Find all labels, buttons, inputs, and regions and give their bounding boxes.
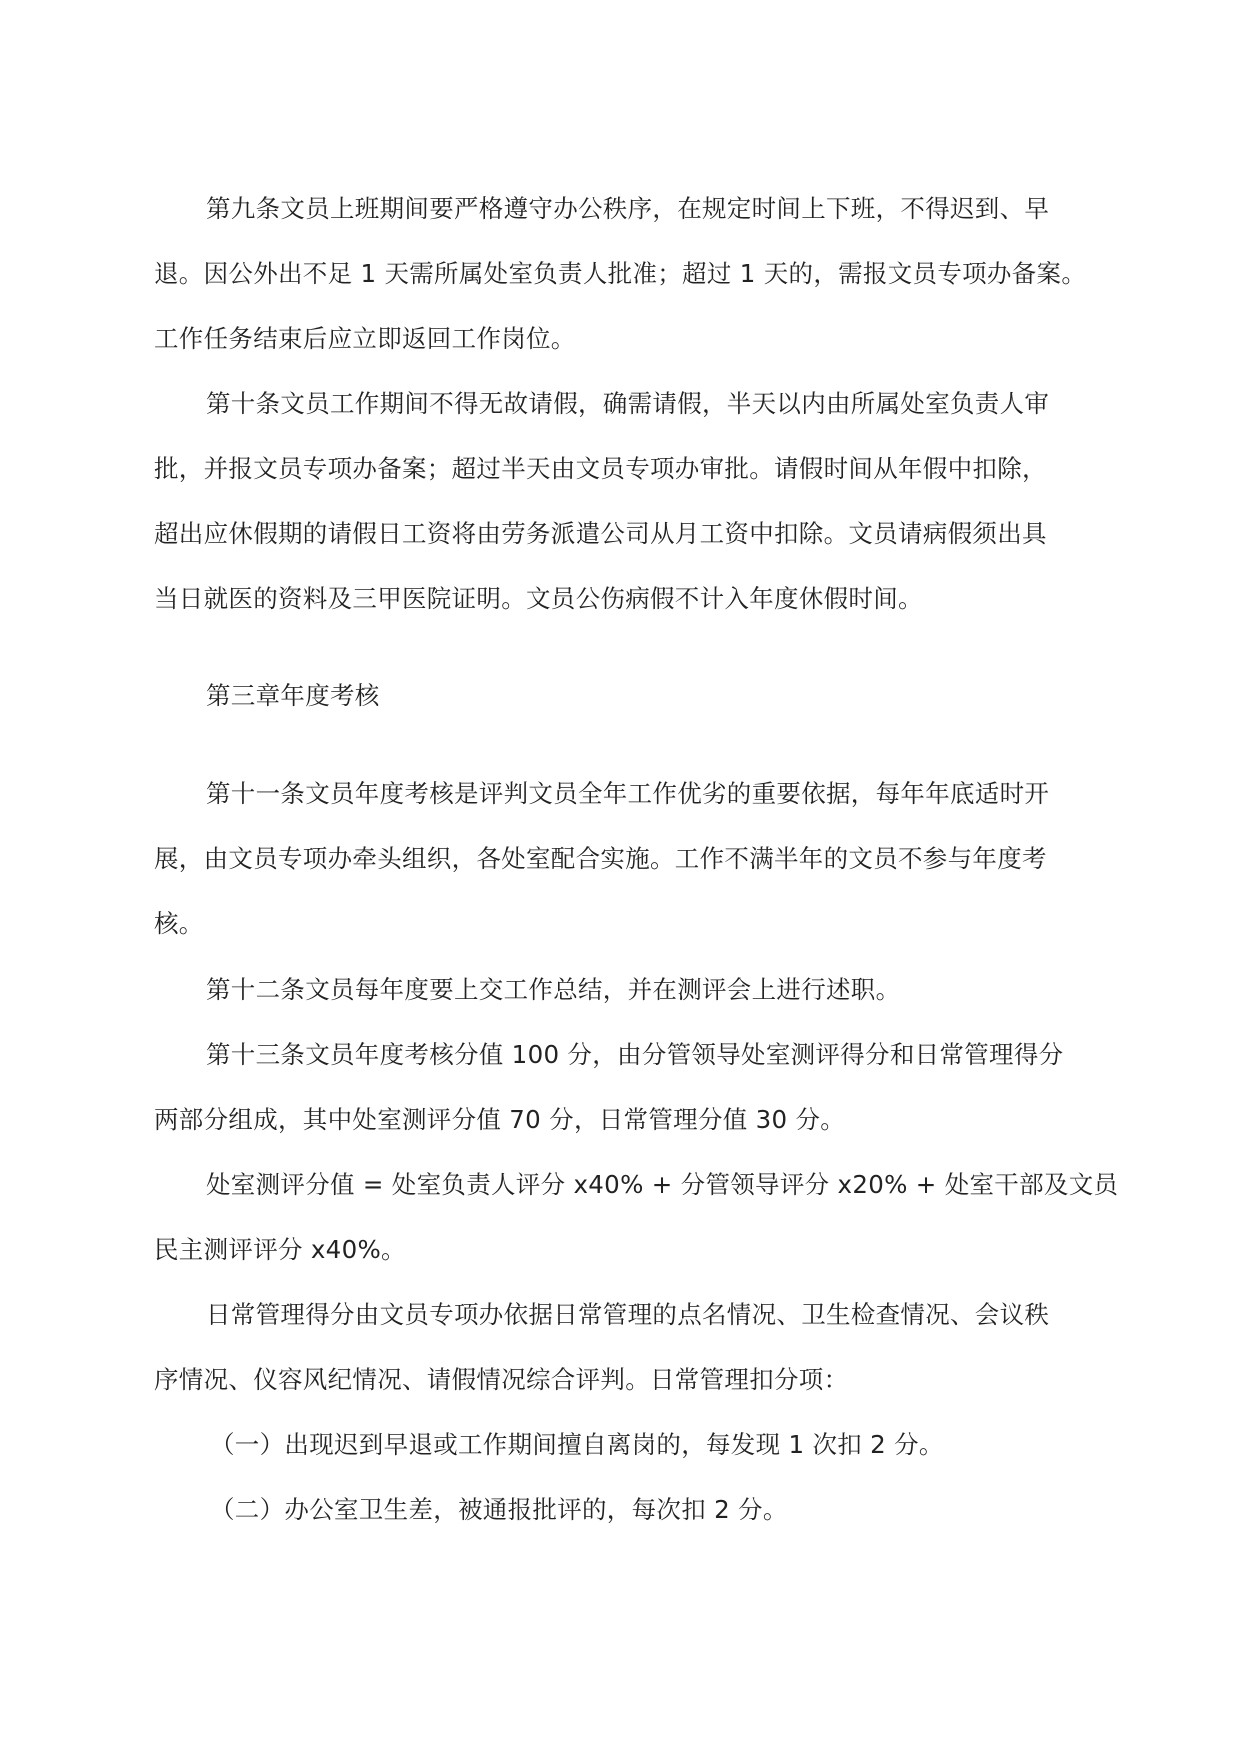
paragraph-article-13-line-1: 第十三条文员年度考核分值 100 分，由分管领导处室测评得分和日常管理得分: [206, 1040, 1064, 1069]
paragraph-article-9-line-3: 工作任务结束后应立即返回工作岗位。: [154, 324, 576, 353]
paragraph-article-9-line-2: 退。因公外出不足 1 天需所属处室负责人批准；超过 1 天的，需报文员专项办备案。: [154, 259, 1087, 288]
paragraph-article-11-line-2: 展，由文员专项办牵头组织，各处室配合实施。工作不满半年的文员不参与年度考: [154, 844, 1047, 873]
paragraph-article-9-line-1: 第九条文员上班期间要严格遵守办公秩序，在规定时间上下班，不得迟到、早: [206, 194, 1050, 223]
paragraph-article-10-line-4: 当日就医的资料及三甲医院证明。文员公伤病假不计入年度休假时间。: [154, 584, 923, 613]
paragraph-article-13-line-2: 两部分组成，其中处室测评分值 70 分，日常管理分值 30 分。: [154, 1105, 846, 1134]
formula-line-2: 民主测评评分 x40%。: [154, 1235, 406, 1264]
formula-line-1: 处室测评分值 = 处室负责人评分 x40% + 分管领导评分 x20% + 处室干部及文员: [206, 1170, 1119, 1199]
deduction-item-2: （二）办公室卫生差，被通报批评的，每次扣 2 分。: [210, 1495, 788, 1524]
paragraph-article-12: 第十二条文员每年度要上交工作总结，并在测评会上进行述职。: [206, 975, 901, 1004]
paragraph-article-11-line-3: 核。: [154, 909, 204, 938]
paragraph-article-10-line-3: 超出应休假期的请假日工资将由劳务派遣公司从月工资中扣除。文员请病假须出具: [154, 519, 1047, 548]
paragraph-article-10-line-1: 第十条文员工作期间不得无故请假，确需请假，半天以内由所属处室负责人审: [206, 389, 1050, 418]
paragraph-daily-management-line-2: 序情况、仪容风纪情况、请假情况综合评判。日常管理扣分项：: [154, 1365, 849, 1394]
paragraph-article-10-line-2: 批，并报文员专项办备案；超过半天由文员专项办审批。请假时间从年假中扣除，: [154, 454, 1047, 483]
deduction-item-1: （一）出现迟到早退或工作期间擅自离岗的，每发现 1 次扣 2 分。: [210, 1430, 944, 1459]
paragraph-article-11-line-1: 第十一条文员年度考核是评判文员全年工作优劣的重要依据，每年年底适时开: [206, 779, 1050, 808]
paragraph-daily-management-line-1: 日常管理得分由文员专项办依据日常管理的点名情况、卫生检查情况、会议秩: [206, 1300, 1050, 1329]
chapter-heading: 第三章年度考核: [206, 681, 380, 710]
